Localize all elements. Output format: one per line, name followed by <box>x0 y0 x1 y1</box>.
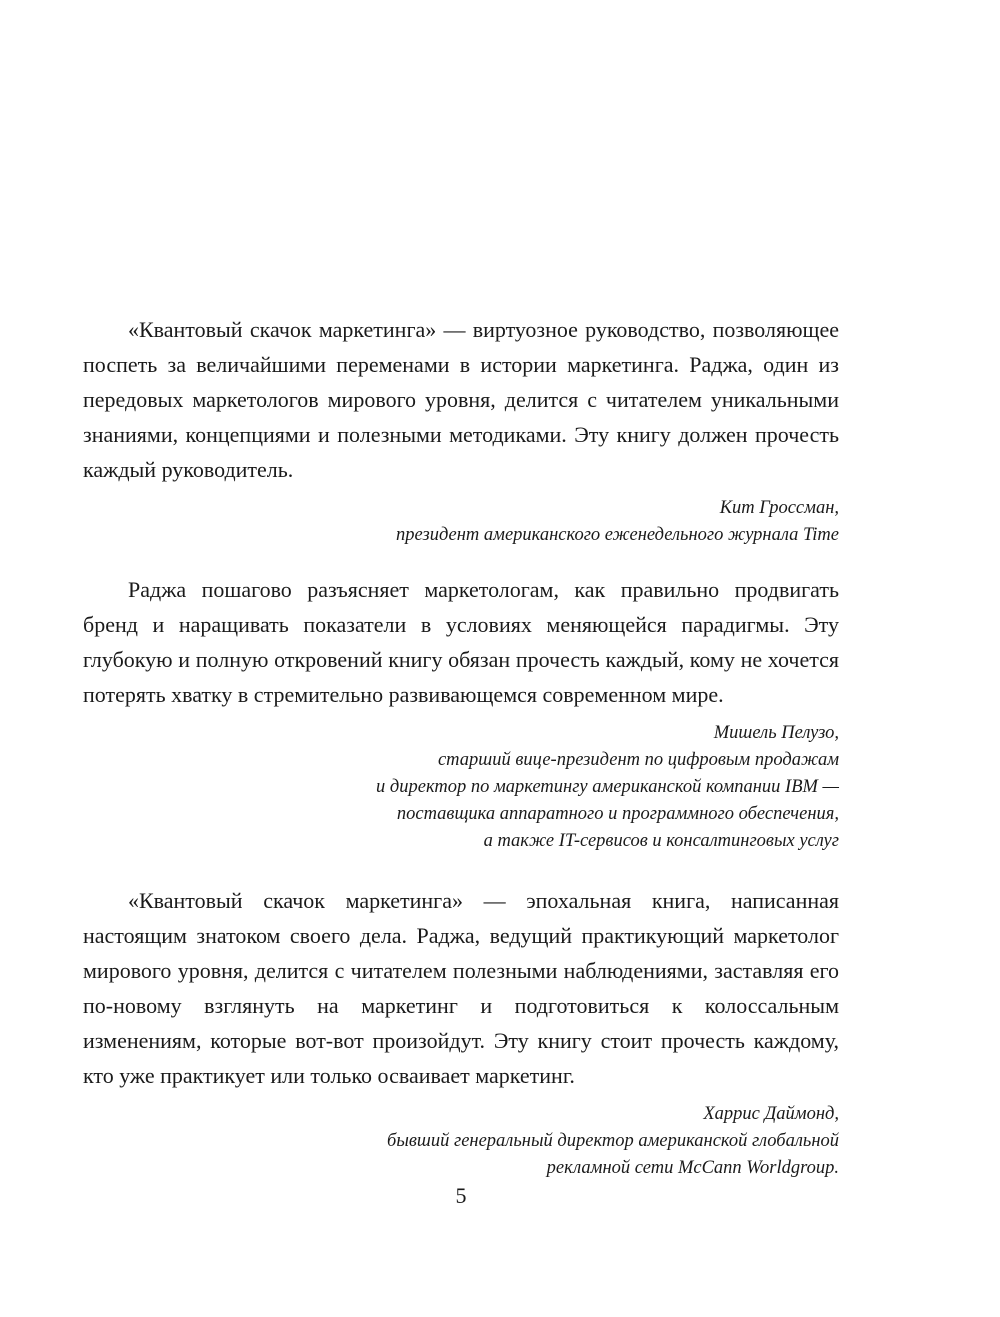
endorsement-author: Мишель Пелузо, <box>713 723 839 743</box>
endorsement-attribution <box>83 720 839 855</box>
endorsement-author-title: и директор по маркетингу американской компании IBM — <box>376 777 839 797</box>
endorsement-quote: «Квантовый скачок маркетинга» — эпохальная книга, написанная настоящим знатоком своего дела. Раджа, ведущий практикующий маркетолог мирового уровня, делится с читателем полезными наблюдениями, заставляя его по-новому взглянуть на маркетинг и подготовиться к колоссальным изменениям, которые вот-вот произойдут. Эту книгу стоит прочесть каждому, кто уже практикует или только осваивает маркетинг. <box>83 888 839 1088</box>
endorsement-author: Харрис Даймонд, <box>703 1104 839 1124</box>
endorsement-author-title: бывший генеральный директор американской глобальной <box>387 1131 839 1151</box>
page-number: 5 <box>455 1183 467 1208</box>
endorsement-peluso <box>83 572 839 855</box>
endorsement-quote: Раджа пошагово разъясняет маркетологам, как правильно продвигать бренд и наращивать показатели в условиях меняющейся парадигмы. Эту глубокую и полную откровений книгу обязан прочесть каждый, кому не хочется потерять хватку в стремительно развивающемся современном мире. <box>83 577 839 707</box>
endorsement-author-title: рекламной сети McCann Worldgroup. <box>546 1158 839 1178</box>
endorsement-author-title: старший вице-президент по цифровым продажам <box>437 750 839 770</box>
endorsement-attribution <box>83 1101 839 1182</box>
endorsement-author-title: а также IT-сервисов и консалтинговых услуг <box>483 831 839 851</box>
endorsement-grossman <box>83 312 839 549</box>
endorsement-diamond <box>83 883 839 1182</box>
endorsement-attribution <box>83 495 839 549</box>
endorsement-author-title: поставщика аппаратного и программного обеспечения, <box>396 804 839 824</box>
endorsement-author-title: президент американского еженедельного журнала Time <box>396 525 839 545</box>
endorsement-author: Кит Гроссман, <box>719 498 839 518</box>
endorsement-quote: «Квантовый скачок маркетинга» — виртуозное руководство, позволяющее поспеть за величайшими переменами в истории маркетинга. Раджа, один из передовых маркетологов мирового уровня, делится с читателем уникальными знаниями, концепциями и полезными методиками. Эту книгу должен прочесть каждый руководитель. <box>83 317 839 482</box>
